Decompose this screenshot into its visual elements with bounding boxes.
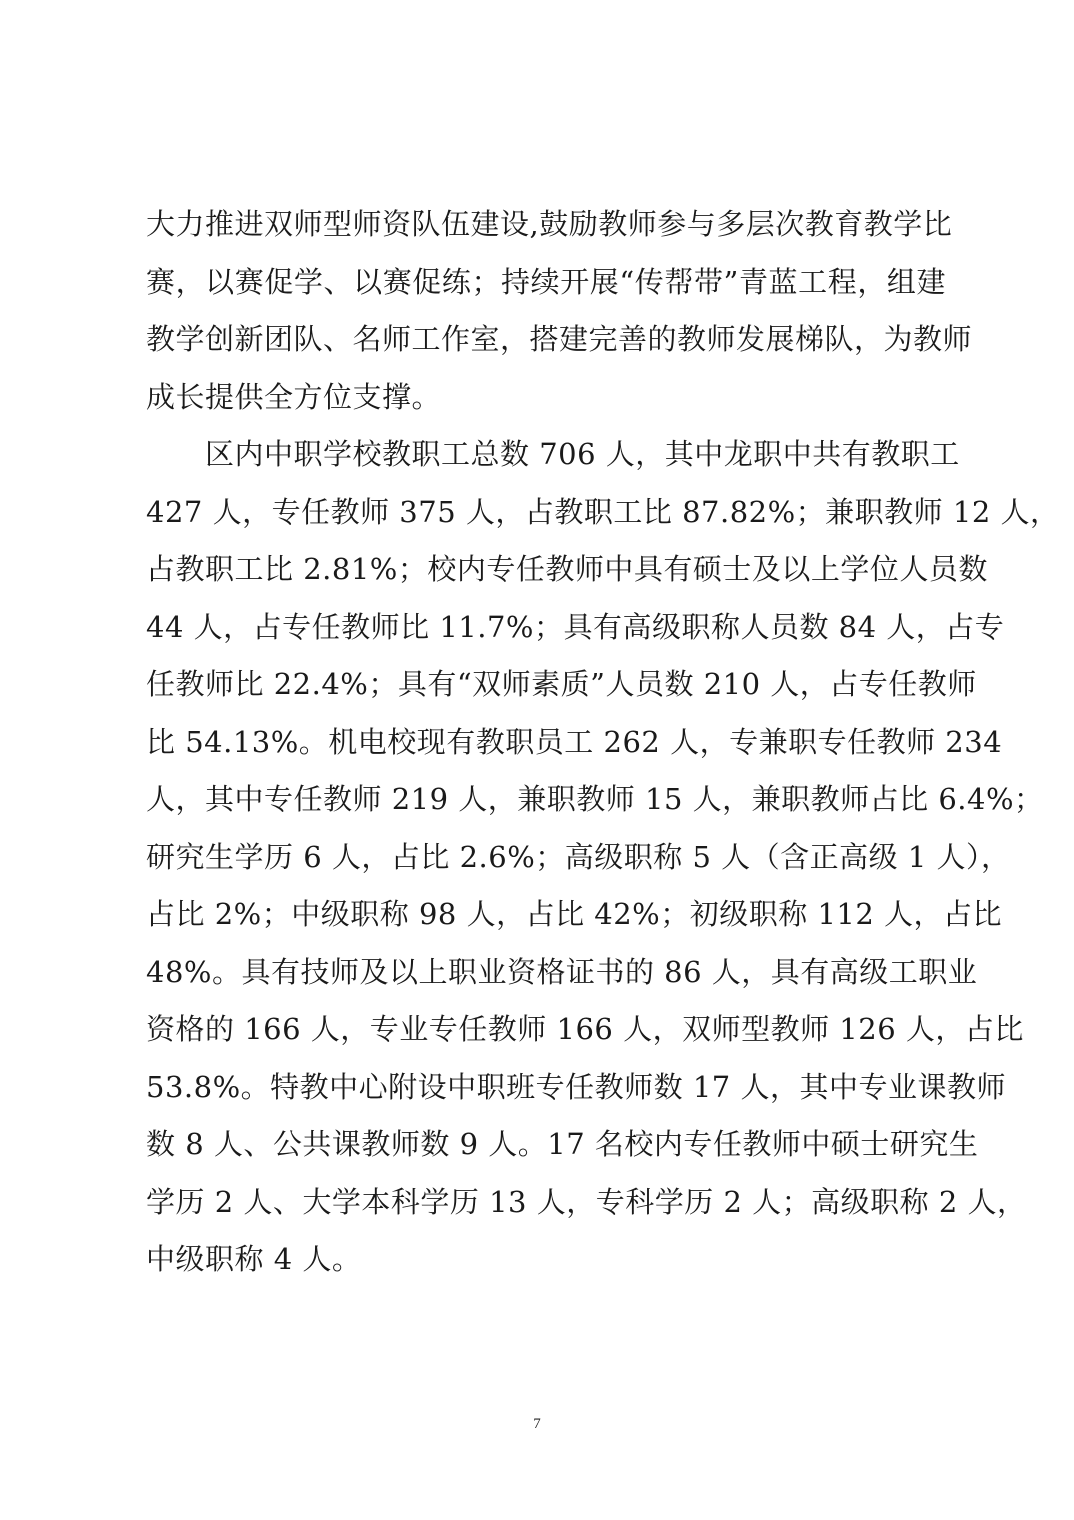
text-line: 427 人，专任教师 375 人，占教职工比 87.82%；兼职教师 12 人， [146, 494, 1060, 529]
text-line: 赛，以赛促学、以赛促练；持续开展“传帮带”青蓝工程，组建 [146, 264, 946, 299]
text-line: 人，其中专任教师 219 人，兼职教师 15 人，兼职教师占比 6.4%； [146, 782, 1044, 816]
text-line: 53.8%。特教中心附设中职班专任教师数 17 人，其中专业课教师 [146, 1069, 1006, 1104]
paragraph-2 [146, 426, 1060, 1289]
text-line: 区内中职学校教职工总数 706 人，其中龙职中共有教职工 [146, 437, 960, 471]
page-number: 7 [533, 1416, 541, 1432]
text-line: 成长提供全方位支撑。 [146, 379, 442, 414]
text-line: 占教职工比 2.81%；校内专任教师中具有硕士及以上学位人员数 [146, 552, 988, 586]
text-line: 研究生学历 6 人，占比 2.6%；高级职称 5 人（含正高级 1 人）， [146, 839, 1011, 874]
text-line: 44 人，占专任教师比 11.7%；具有高级职称人员数 84 人，占专 [146, 609, 1005, 644]
text-line: 学历 2 人、大学本科学历 13 人，专科学历 2 人；高级职称 2 人， [146, 1184, 1027, 1219]
paragraph-1 [146, 196, 973, 426]
text-line: 大力推进双师型师资队伍建设,鼓励教师参与多层次教育教学比 [146, 207, 953, 241]
text-line: 教学创新团队、名师工作室，搭建完善的教师发展梯队，为教师 [146, 322, 973, 356]
text-line: 比 54.13%。机电校现有教职员工 262 人，专兼职专任教师 234 [146, 724, 1003, 759]
text-line: 资格的 166 人，专业专任教师 166 人，双师型教师 126 人，占比 [146, 1012, 1024, 1046]
text-line: 占比 2%；中级职称 98 人，占比 42%；初级职称 112 人，占比 [146, 897, 1003, 931]
text-line: 数 8 人、公共课教师数 9 人。17 名校内专任教师中硕士研究生 [146, 1127, 979, 1161]
text-line: 任教师比 22.4%；具有“双师素质”人员数 210 人，占专任教师 [146, 667, 977, 701]
text-line: 48%。具有技师及以上职业资格证书的 86 人，具有高级工职业 [146, 954, 978, 989]
text-line: 中级职称 4 人。 [146, 1242, 362, 1276]
page-body [146, 196, 1060, 1289]
